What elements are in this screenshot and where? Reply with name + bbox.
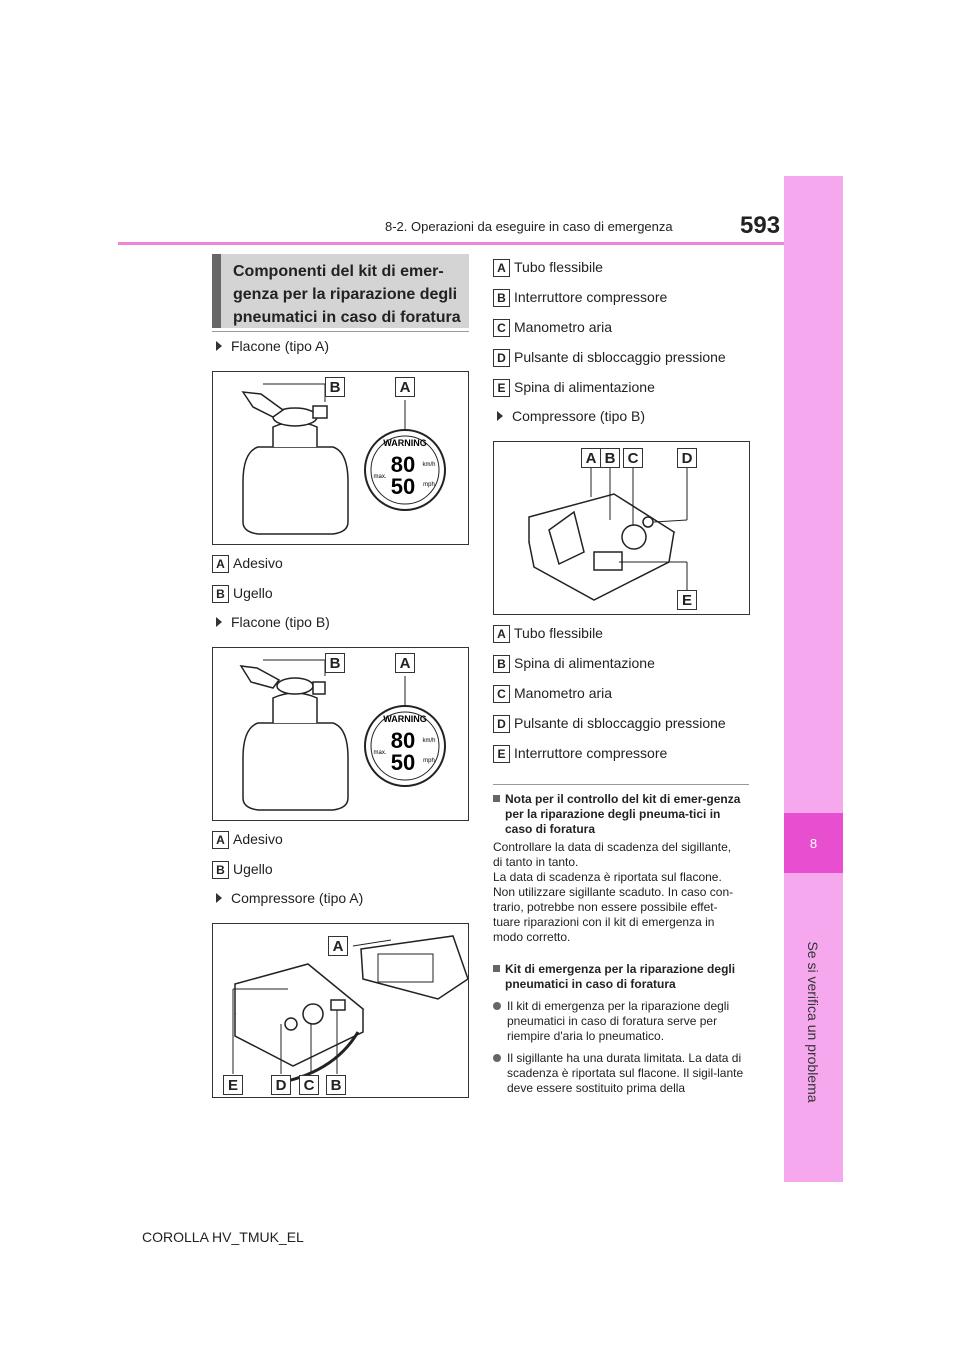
label-badge: A xyxy=(493,259,510,277)
list-item-text: Tubo flessibile xyxy=(514,259,603,275)
unit-bottom: mph xyxy=(423,482,435,488)
bottle-a-illustration xyxy=(213,372,468,544)
list-item-text: Ugello xyxy=(233,861,273,877)
label-badge: E xyxy=(493,745,510,763)
chapter-title: Se si verifica un problema xyxy=(805,941,821,1103)
bottle-b-title xyxy=(216,614,330,630)
compressor-a-title xyxy=(216,890,363,906)
list-item xyxy=(493,715,726,733)
bottle-b-figure xyxy=(212,647,469,821)
label-badge: A xyxy=(493,625,510,643)
label-badge: B xyxy=(493,655,510,673)
label-badge: E xyxy=(493,379,510,397)
compressor-b-figure xyxy=(493,441,750,615)
note-1-line: Controllare la data di scadenza del sigillante, xyxy=(493,840,732,854)
square-bullet-icon xyxy=(493,795,500,802)
fig-label-b: B xyxy=(325,653,345,673)
list-item xyxy=(493,289,667,307)
list-item-text: Ugello xyxy=(233,585,273,601)
label-badge: A xyxy=(212,555,229,573)
list-item xyxy=(493,319,612,337)
heading-line-2: genza per la riparazione degli xyxy=(233,286,458,303)
note-1-line: Non utilizzare sigillante scaduto. In caso con- xyxy=(493,885,734,899)
compressor-a-figure xyxy=(212,923,469,1098)
heading-underline xyxy=(212,331,469,332)
list-item xyxy=(493,379,655,397)
bullet-dot-icon xyxy=(493,1054,501,1062)
fig-label-d: D xyxy=(677,448,697,468)
list-item xyxy=(493,685,612,703)
note-1-heading xyxy=(493,792,751,837)
list-item-text: Pulsante di sbloccaggio pressione xyxy=(514,715,726,731)
note-2 xyxy=(493,962,751,1096)
max-label: max. xyxy=(373,474,387,480)
list-item-text: Adesivo xyxy=(233,555,283,571)
fig-label-c: C xyxy=(299,1075,319,1095)
list-item-text: Interruttore compressore xyxy=(514,289,668,305)
heading-line-3: pneumatici in caso di foratura xyxy=(233,309,461,326)
list-item xyxy=(212,861,273,879)
note-1-line: modo corretto. xyxy=(493,930,571,944)
list-item xyxy=(493,745,667,763)
fig-label-b: B xyxy=(600,448,620,468)
footer-model: COROLLA HV_TMUK_EL xyxy=(142,1229,304,1245)
fig-label-a: A xyxy=(395,653,415,673)
list-item xyxy=(212,555,283,573)
fig-label-d: D xyxy=(271,1075,291,1095)
label-badge: B xyxy=(212,861,229,879)
fig-label-e: E xyxy=(677,590,697,610)
label-badge: B xyxy=(493,289,510,307)
note-1-line: La data di scadenza è riportata sul flacone. xyxy=(493,870,722,884)
max-label: max. xyxy=(373,750,387,756)
list-item-text: Manometro aria xyxy=(514,319,613,335)
list-item-text: Spina di alimentazione xyxy=(514,379,655,395)
bullet-1-text: Il kit di emergenza per la riparazione degli pneumatici in caso di foratura serve per riempire d'aria lo pneumatico. xyxy=(507,999,730,1043)
page-number: 593 xyxy=(740,212,781,239)
list-item-text: Spina di alimentazione xyxy=(514,655,655,671)
unit-top: km/h xyxy=(422,462,436,468)
note-1 xyxy=(493,792,751,945)
arrow-icon xyxy=(216,893,222,903)
fig-label-a: A xyxy=(581,448,601,468)
fig-label-b: B xyxy=(326,1075,346,1095)
note-2-heading-text: Kit di emergenza per la riparazione degli pneumatici in caso di foratura xyxy=(505,962,736,991)
chapter-number: 8 xyxy=(809,835,818,851)
bottle-a-title-text: Flacone (tipo A) xyxy=(231,338,330,354)
section-heading xyxy=(212,254,469,328)
list-item xyxy=(493,655,655,673)
list-item xyxy=(212,585,273,603)
speed-top: 80 xyxy=(390,728,416,753)
arrow-icon xyxy=(216,341,222,351)
list-item-text: Manometro aria xyxy=(514,685,613,701)
note-1-line: trario, potrebbe non essere possibile effet- xyxy=(493,900,718,914)
arrow-icon xyxy=(497,411,503,421)
bullet-2 xyxy=(493,1051,751,1096)
compressor-b-title-text: Compressore (tipo B) xyxy=(512,408,646,424)
fig-label-a: A xyxy=(328,936,348,956)
note-1-heading-text: Nota per il controllo del kit di emer-genza per la riparazione degli pneuma-tici in caso di foratura xyxy=(505,792,741,836)
warning-word: WARNING xyxy=(383,438,427,448)
bullet-dot-icon xyxy=(493,1002,501,1010)
speed-bottom: 50 xyxy=(390,750,416,775)
arrow-icon xyxy=(216,617,222,627)
bottle-a-title xyxy=(216,338,329,354)
list-item-text: Adesivo xyxy=(233,831,283,847)
speed-bottom: 50 xyxy=(390,474,416,499)
speed-top: 80 xyxy=(390,452,416,477)
square-bullet-icon xyxy=(493,965,500,972)
note-1-body xyxy=(493,840,751,945)
label-badge: D xyxy=(493,715,510,733)
bullet-2-text: Il sigillante ha una durata limitata. La data di scadenza è riportata sul flacone. Il sigil-lante deve essere sostituito prima della xyxy=(507,1051,744,1095)
note-2-heading xyxy=(493,962,751,992)
heading-line-1: Componenti del kit di emer- xyxy=(233,263,444,280)
list-item xyxy=(493,625,603,643)
bullet-1 xyxy=(493,999,751,1044)
list-item xyxy=(212,831,283,849)
label-badge: A xyxy=(212,831,229,849)
list-item-text: Interruttore compressore xyxy=(514,745,668,761)
fig-label-a: A xyxy=(395,377,415,397)
bottle-a-figure xyxy=(212,371,469,545)
list-item xyxy=(493,349,726,367)
label-badge: C xyxy=(493,319,510,337)
label-badge: B xyxy=(212,585,229,603)
header-rule xyxy=(118,242,784,245)
list-item xyxy=(493,259,603,277)
note-1-line: di tanto in tanto. xyxy=(493,855,579,869)
fig-label-b: B xyxy=(325,377,345,397)
list-item-text: Tubo flessibile xyxy=(514,625,603,641)
compressor-b-illustration xyxy=(494,442,749,614)
unit-top: km/h xyxy=(422,738,436,744)
bottle-b-title-text: Flacone (tipo B) xyxy=(231,614,330,630)
compressor-b-title xyxy=(497,408,645,424)
label-badge: D xyxy=(493,349,510,367)
warning-word: WARNING xyxy=(383,714,427,724)
fig-label-c: C xyxy=(623,448,643,468)
unit-bottom: mph xyxy=(423,758,435,764)
chapter-number-box xyxy=(784,813,843,873)
label-badge: C xyxy=(493,685,510,703)
section-title: 8-2. Operazioni da eseguire in caso di emergenza xyxy=(385,219,673,234)
list-item-text: Pulsante di sbloccaggio pressione xyxy=(514,349,726,365)
bottle-b-illustration xyxy=(213,648,468,820)
fig-label-e: E xyxy=(223,1075,243,1095)
note-1-line: tuare riparazioni con il kit di emergenza in xyxy=(493,915,715,929)
notes-divider xyxy=(493,784,749,785)
compressor-a-title-text: Compressore (tipo A) xyxy=(231,890,364,906)
